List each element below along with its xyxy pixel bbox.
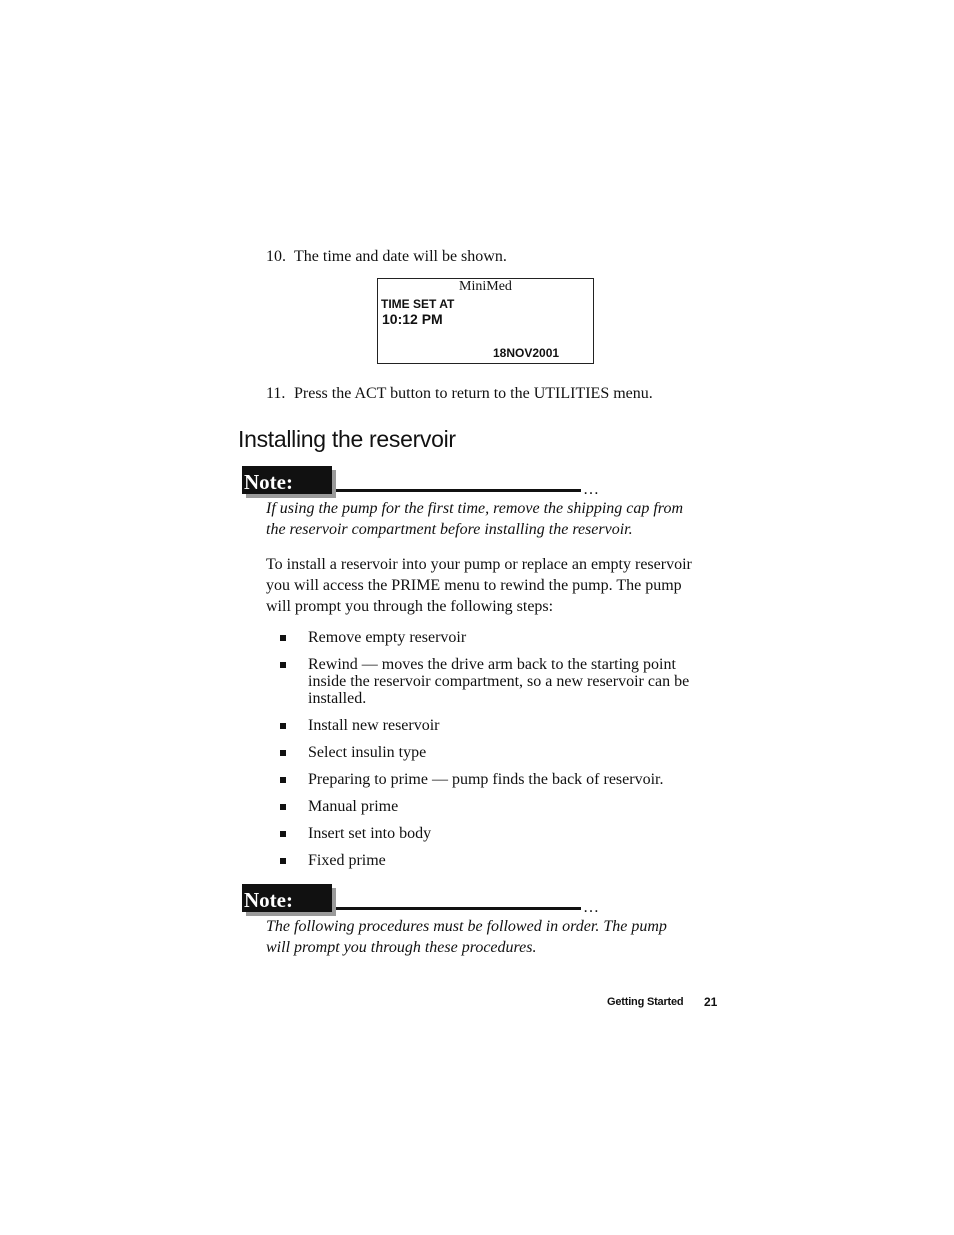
note-text-line: The following procedures must be followed in order. The pump bbox=[266, 918, 667, 935]
pump-screen-display bbox=[377, 278, 594, 364]
list-item bbox=[280, 629, 740, 646]
paragraph-line: To install a reservoir into your pump or replace an empty reservoir bbox=[266, 556, 692, 573]
list-item-text: Rewind — moves the drive arm back to the starting point bbox=[308, 656, 676, 673]
note-ellipsis: … bbox=[583, 481, 599, 498]
pump-screen-line-1: TIME SET AT bbox=[381, 297, 455, 311]
list-item-text: inside the reservoir compartment, so a new reservoir can be bbox=[308, 673, 690, 690]
step-11 bbox=[266, 384, 653, 404]
prime-steps-list bbox=[280, 627, 740, 869]
step-text: Press the ACT button to return to the UTILITIES menu. bbox=[294, 385, 653, 402]
list-item-text: Preparing to prime — pump finds the back of reservoir. bbox=[308, 771, 664, 788]
bullet-square-icon bbox=[280, 635, 286, 641]
paragraph-line: you will access the PRIME menu to rewind the pump. The pump bbox=[266, 577, 682, 594]
list-item-text: Select insulin type bbox=[308, 744, 427, 761]
bullet-square-icon bbox=[280, 777, 286, 783]
footer-page-number: 21 bbox=[704, 995, 718, 1009]
bullet-square-icon bbox=[280, 804, 286, 810]
bullet-square-icon bbox=[280, 723, 286, 729]
note-rule bbox=[336, 489, 581, 492]
note-label: Note: bbox=[242, 884, 332, 912]
bullet-square-icon bbox=[280, 662, 286, 668]
section-heading: Installing the reservoir bbox=[238, 426, 456, 452]
note-ellipsis: … bbox=[583, 899, 599, 916]
list-item bbox=[280, 798, 740, 815]
list-item-text: Install new reservoir bbox=[308, 717, 440, 734]
step-10 bbox=[266, 247, 507, 267]
bullet-square-icon bbox=[280, 750, 286, 756]
list-item bbox=[280, 771, 740, 788]
step-text: The time and date will be shown. bbox=[294, 248, 507, 265]
list-item-text: Manual prime bbox=[308, 798, 399, 815]
note-text-line: will prompt you through these procedures. bbox=[266, 939, 537, 956]
note-rule bbox=[336, 907, 581, 910]
paragraph-line: will prompt you through the following steps: bbox=[266, 598, 554, 615]
pump-screen-date: 18NOV2001 bbox=[493, 346, 560, 360]
note-text-line: If using the pump for the first time, remove the shipping cap from bbox=[266, 500, 683, 517]
list-item bbox=[280, 656, 740, 707]
note-label-tab bbox=[242, 466, 332, 494]
list-item-text: installed. bbox=[308, 690, 367, 707]
bullet-square-icon bbox=[280, 831, 286, 837]
step-number: 11. bbox=[266, 385, 286, 402]
list-item bbox=[280, 717, 740, 734]
list-item-text: Insert set into body bbox=[308, 825, 432, 842]
step-number: 10. bbox=[266, 248, 286, 265]
list-item bbox=[280, 744, 740, 761]
note-text-line: the reservoir compartment before installing the reservoir. bbox=[266, 521, 633, 538]
list-item bbox=[280, 825, 740, 842]
pump-screen-time: 10:12 PM bbox=[382, 311, 443, 327]
note-label-tab bbox=[242, 884, 332, 912]
footer-section-title: Getting Started bbox=[607, 996, 684, 1008]
bullet-square-icon bbox=[280, 858, 286, 864]
list-item-text: Fixed prime bbox=[308, 852, 386, 869]
list-item-text: Remove empty reservoir bbox=[308, 629, 467, 646]
list-item bbox=[280, 852, 740, 869]
pump-screen-brand: MiniMed bbox=[459, 279, 512, 294]
note-label: Note: bbox=[242, 466, 332, 494]
